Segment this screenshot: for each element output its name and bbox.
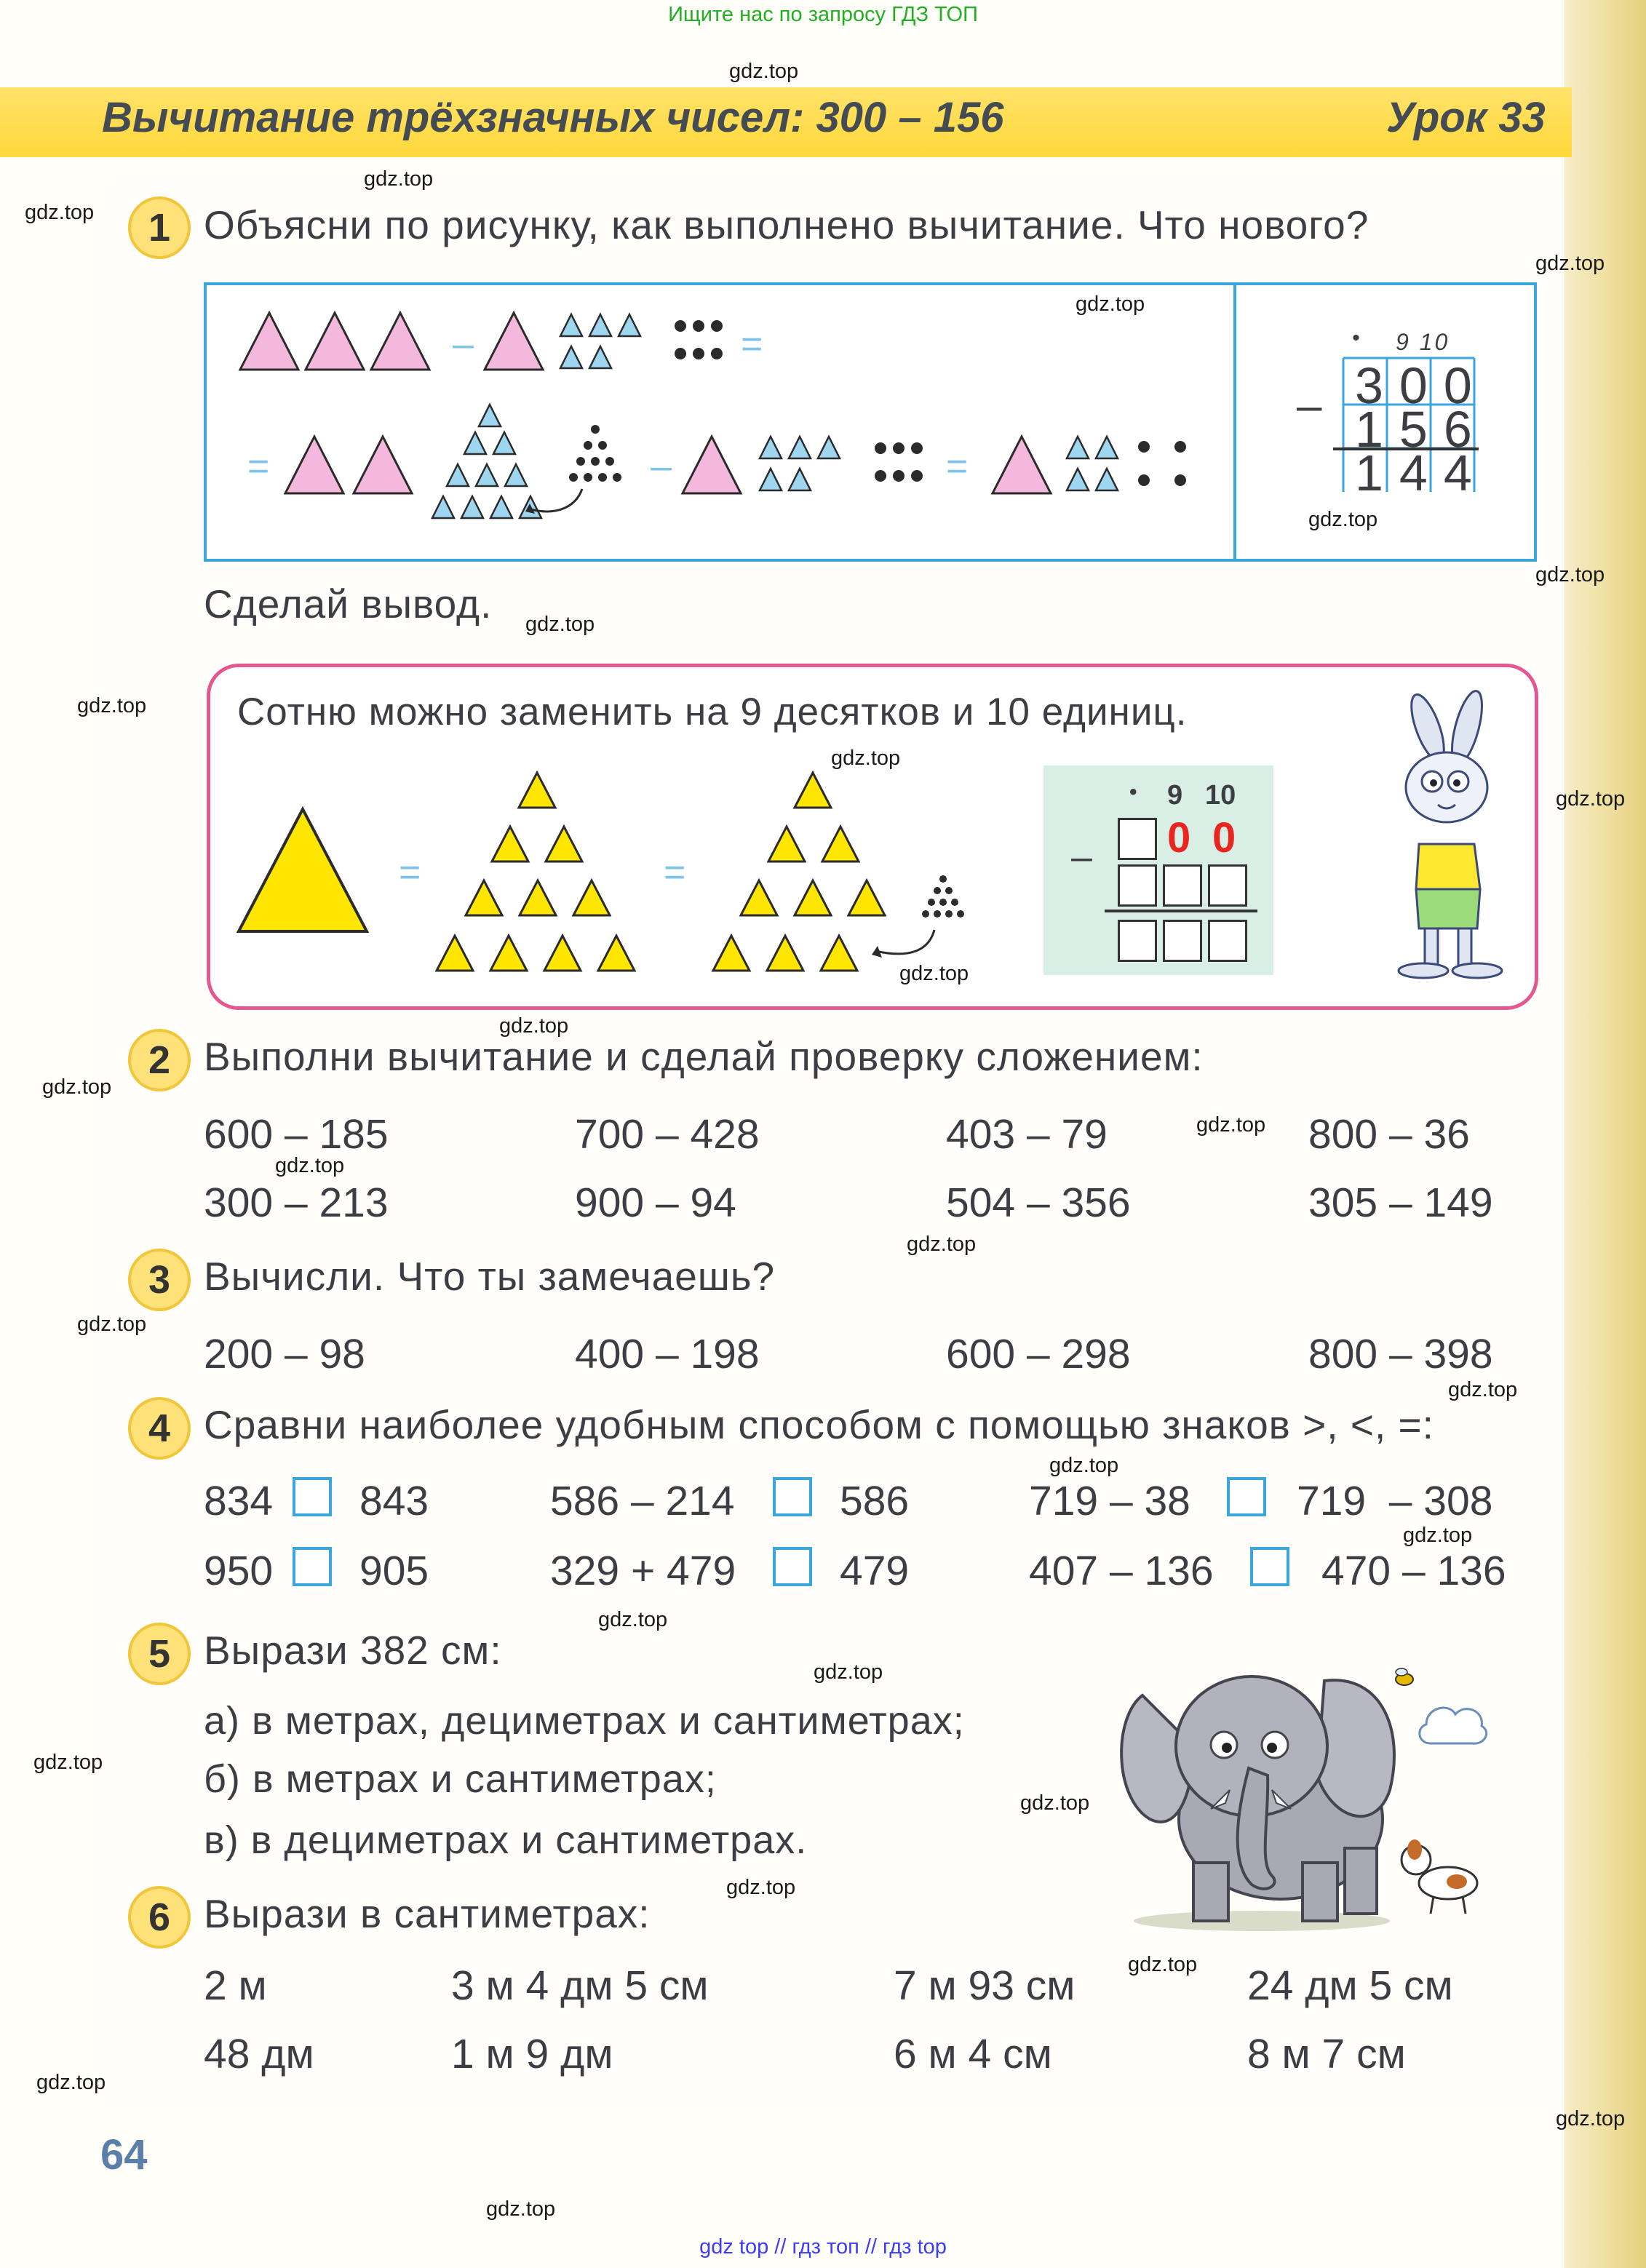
card-digit-tens: 0 xyxy=(1167,814,1191,862)
task6-item: 6 м 4 см xyxy=(894,2031,1052,2077)
equals-sign: = xyxy=(247,445,270,488)
column-borrow-digits: 9 10 xyxy=(1396,329,1450,355)
task2-expr: 900 – 94 xyxy=(575,1179,736,1226)
watermark: gdz.top xyxy=(33,1751,103,1774)
card-nine: 9 xyxy=(1167,780,1183,811)
equals-sign: = xyxy=(664,851,686,894)
watermark: gdz.top xyxy=(25,201,95,224)
conclusion-text: Сотню можно заменить на 9 десятков и 10 единиц. xyxy=(237,691,1188,733)
column-subtrahend: 156 xyxy=(1355,401,1488,458)
task4-right: 586 xyxy=(840,1478,910,1524)
watermark: gdz.top xyxy=(899,962,969,985)
task6-item: 24 дм 5 см xyxy=(1247,1962,1453,2009)
minus-sign: – xyxy=(453,323,474,365)
task2-expr: 305 – 149 xyxy=(1308,1179,1493,1226)
task4-left: 329 + 479 xyxy=(550,1548,736,1594)
watermark: gdz.top xyxy=(364,167,434,191)
task2-expr: 403 – 79 xyxy=(946,1111,1108,1158)
task4-right: 479 xyxy=(840,1548,910,1594)
task2-expr: 800 – 36 xyxy=(1308,1111,1470,1158)
card-ten: 10 xyxy=(1205,780,1236,811)
column-minuend: 300 xyxy=(1355,357,1488,414)
task3-text: Вычисли. Что ты замечаешь? xyxy=(204,1254,776,1299)
watermark: gdz.top xyxy=(831,747,901,770)
watermark: gdz.top xyxy=(729,60,799,83)
task6-item: 7 м 93 см xyxy=(894,1962,1076,2009)
task4-left: 950 xyxy=(204,1548,274,1594)
watermark: gdz.top xyxy=(42,1075,112,1099)
watermark: gdz.top xyxy=(499,1014,569,1038)
puppy-icon xyxy=(1402,1839,1477,1914)
column-borrow-dot: • xyxy=(1352,326,1360,350)
watermark: gdz.top xyxy=(1535,563,1605,586)
task6-item: 8 м 7 см xyxy=(1247,2031,1406,2077)
task6-item: 2 м xyxy=(204,1962,267,2009)
task2-number: 2 xyxy=(128,1029,191,1091)
watermark: gdz.top xyxy=(1535,252,1605,275)
equals-sign: = xyxy=(399,851,421,894)
task1-number: 1 xyxy=(128,196,191,259)
task4-left: 586 – 214 xyxy=(550,1478,735,1524)
watermark: gdz.top xyxy=(1076,293,1145,316)
watermark: gdz.top xyxy=(598,1608,668,1631)
task4-number: 4 xyxy=(128,1397,191,1460)
task6-item: 3 м 4 дм 5 см xyxy=(451,1962,709,2009)
page-title: Вычитание трёхзначных чисел: 300 – 156 xyxy=(102,94,1004,141)
watermark: gdz.top xyxy=(1049,1454,1119,1477)
card-digit-units: 0 xyxy=(1212,814,1236,862)
task6-item: 1 м 9 дм xyxy=(451,2031,613,2077)
page-number: 64 xyxy=(100,2131,148,2179)
watermark: gdz.top xyxy=(1556,2107,1626,2130)
task2-expr: 504 – 356 xyxy=(946,1179,1131,1226)
task5-item: б) в метрах и сантиметрах; xyxy=(204,1757,717,1801)
top-note: Ищите нас по запросу ГДЗ ТОП xyxy=(668,3,978,26)
watermark: gdz.top xyxy=(1308,508,1378,531)
minus-sign: – xyxy=(651,445,672,488)
watermark: gdz.top xyxy=(1448,1378,1518,1401)
card-borrow-dot: • xyxy=(1129,780,1137,804)
task2-expr: 300 – 213 xyxy=(204,1179,389,1226)
watermark: gdz.top xyxy=(814,1660,883,1684)
task4-right: 470 – 136 xyxy=(1321,1548,1506,1594)
task5-number: 5 xyxy=(128,1623,191,1685)
watermark: gdz.top xyxy=(907,1233,977,1256)
card-minus: – xyxy=(1071,836,1092,878)
conclude-prompt: Сделай вывод. xyxy=(204,581,493,626)
task6-item: 48 дм xyxy=(204,2031,314,2077)
task3-number: 3 xyxy=(128,1249,191,1311)
task4-right: 719 – 308 xyxy=(1297,1478,1493,1524)
watermark: gdz.top xyxy=(77,1313,147,1336)
equals-sign: = xyxy=(741,323,763,365)
watermark: gdz.top xyxy=(1556,787,1626,811)
task4-left: 407 – 136 xyxy=(1029,1548,1214,1594)
task3-expr: 600 – 298 xyxy=(946,1331,1131,1377)
task4-right: 843 xyxy=(359,1478,429,1524)
task3-expr: 800 – 398 xyxy=(1308,1331,1493,1377)
task5-item: в) в дециметрах и сантиметрах. xyxy=(204,1818,808,1862)
column-result: 144 xyxy=(1355,445,1488,501)
watermark: gdz.top xyxy=(1020,1791,1090,1815)
task5-text: Вырази 382 см: xyxy=(204,1628,502,1673)
bee-icon xyxy=(1396,1668,1413,1685)
equals-sign: = xyxy=(946,445,969,488)
watermark: gdz.top xyxy=(1196,1113,1266,1137)
watermark: gdz.top xyxy=(486,2197,556,2221)
task4-left: 834 xyxy=(204,1478,274,1524)
task2-expr: 700 – 428 xyxy=(575,1111,760,1158)
watermark: gdz.top xyxy=(275,1154,345,1177)
task2-text: Выполни вычитание и сделай проверку сложением: xyxy=(204,1034,1204,1079)
task3-expr: 200 – 98 xyxy=(204,1331,365,1377)
task2-expr: 600 – 185 xyxy=(204,1111,389,1158)
column-minus: – xyxy=(1297,381,1322,431)
task5-item: а) в метрах, дециметрах и сантиметрах; xyxy=(204,1699,965,1743)
watermark: gdz.top xyxy=(77,694,147,717)
task4-right: 905 xyxy=(359,1548,429,1594)
watermark: gdz.top xyxy=(1403,1524,1473,1547)
watermark: gdz.top xyxy=(726,1876,796,1899)
task6-text: Вырази в сантиметрах: xyxy=(204,1891,651,1936)
watermark: gdz.top xyxy=(1128,1953,1198,1976)
watermark: gdz.top xyxy=(525,613,595,636)
watermark: gdz.top xyxy=(36,2071,106,2094)
lesson-label: Урок 33 xyxy=(1386,94,1546,141)
task4-text: Сравни наиболее удобным способом с помощью знаков >, <, =: xyxy=(204,1402,1434,1447)
task3-expr: 400 – 198 xyxy=(575,1331,760,1377)
task1-text: Объясни по рисунку, как выполнено вычитание. Что нового? xyxy=(204,202,1369,247)
task4-left: 719 – 38 xyxy=(1029,1478,1190,1524)
task6-number: 6 xyxy=(128,1886,191,1949)
bottom-note: gdz top // гдз топ // гдз top xyxy=(699,2235,947,2259)
